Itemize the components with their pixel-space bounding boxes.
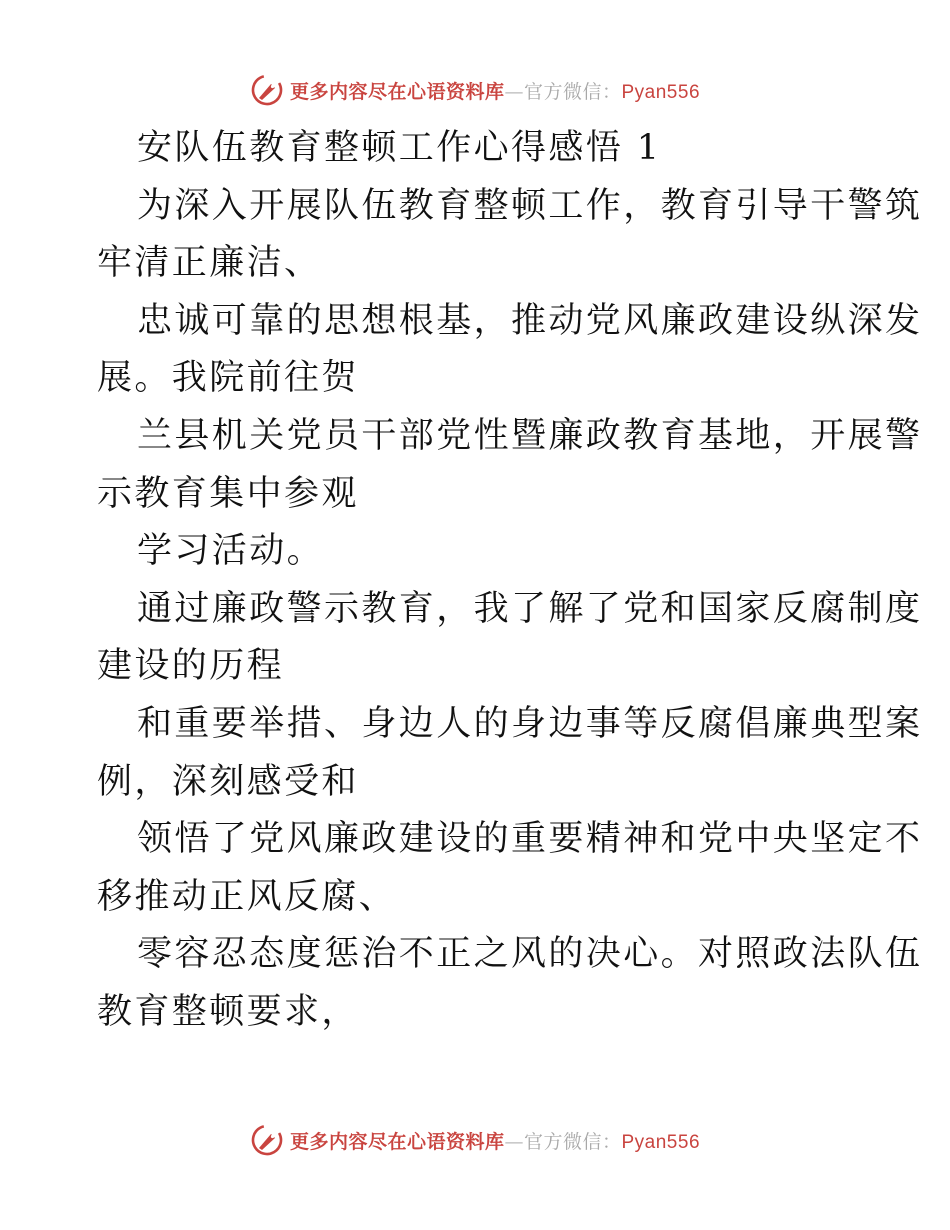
watermark-text xyxy=(290,1127,700,1154)
header-watermark xyxy=(0,70,950,110)
text-line: 示教育集中参观 xyxy=(97,473,359,514)
pen-nib-logo-icon xyxy=(250,73,284,107)
watermark-brand: 更多内容尽在心语资料库 xyxy=(289,80,505,103)
text-line: 兰县机关党员干部党性暨廉政教育基地，开展警 xyxy=(137,415,923,456)
watermark-group xyxy=(250,1123,700,1157)
watermark-dash: — xyxy=(504,1130,524,1153)
text-line: 教育整顿要求， xyxy=(97,991,359,1032)
document-body xyxy=(97,120,923,1042)
watermark-official-label: 官方微信： xyxy=(523,80,622,103)
text-line: 安队伍教育整顿工作心得感悟 1 xyxy=(137,128,662,168)
text-line: 领悟了党风廉政建设的重要精神和党中央坚定不 xyxy=(137,819,923,860)
pen-nib-logo-icon xyxy=(250,1123,284,1157)
watermark-account-id: Pyan556 xyxy=(621,81,701,103)
text-line: 通过廉政警示教育，我了解了党和国家反腐制度 xyxy=(137,588,923,629)
footer-watermark xyxy=(0,1120,950,1160)
text-line: 例，深刻感受和 xyxy=(97,761,359,802)
text-line: 展。我院前往贺 xyxy=(97,358,359,399)
text-line: 建设的历程 xyxy=(97,646,285,687)
watermark-text xyxy=(290,77,700,104)
text-line: 牢清正廉洁、 xyxy=(97,243,322,284)
watermark-brand: 更多内容尽在心语资料库 xyxy=(289,1130,505,1153)
text-line: 学习活动。 xyxy=(137,531,325,572)
watermark-dash: — xyxy=(504,80,524,103)
watermark-official-label: 官方微信： xyxy=(523,1130,622,1153)
text-line: 零容忍态度惩治不正之风的决心。对照政法队伍 xyxy=(137,934,923,975)
text-line: 移推动正风反腐、 xyxy=(97,876,397,917)
text-line: 和重要举措、身边人的身边事等反腐倡廉典型案 xyxy=(137,703,923,744)
text-line: 忠诚可靠的思想根基，推动党风廉政建设纵深发 xyxy=(137,300,923,341)
watermark-group xyxy=(250,73,700,107)
text-line: 为深入开展队伍教育整顿工作，教育引导干警筑 xyxy=(137,185,923,226)
watermark-account-id: Pyan556 xyxy=(621,1131,701,1153)
